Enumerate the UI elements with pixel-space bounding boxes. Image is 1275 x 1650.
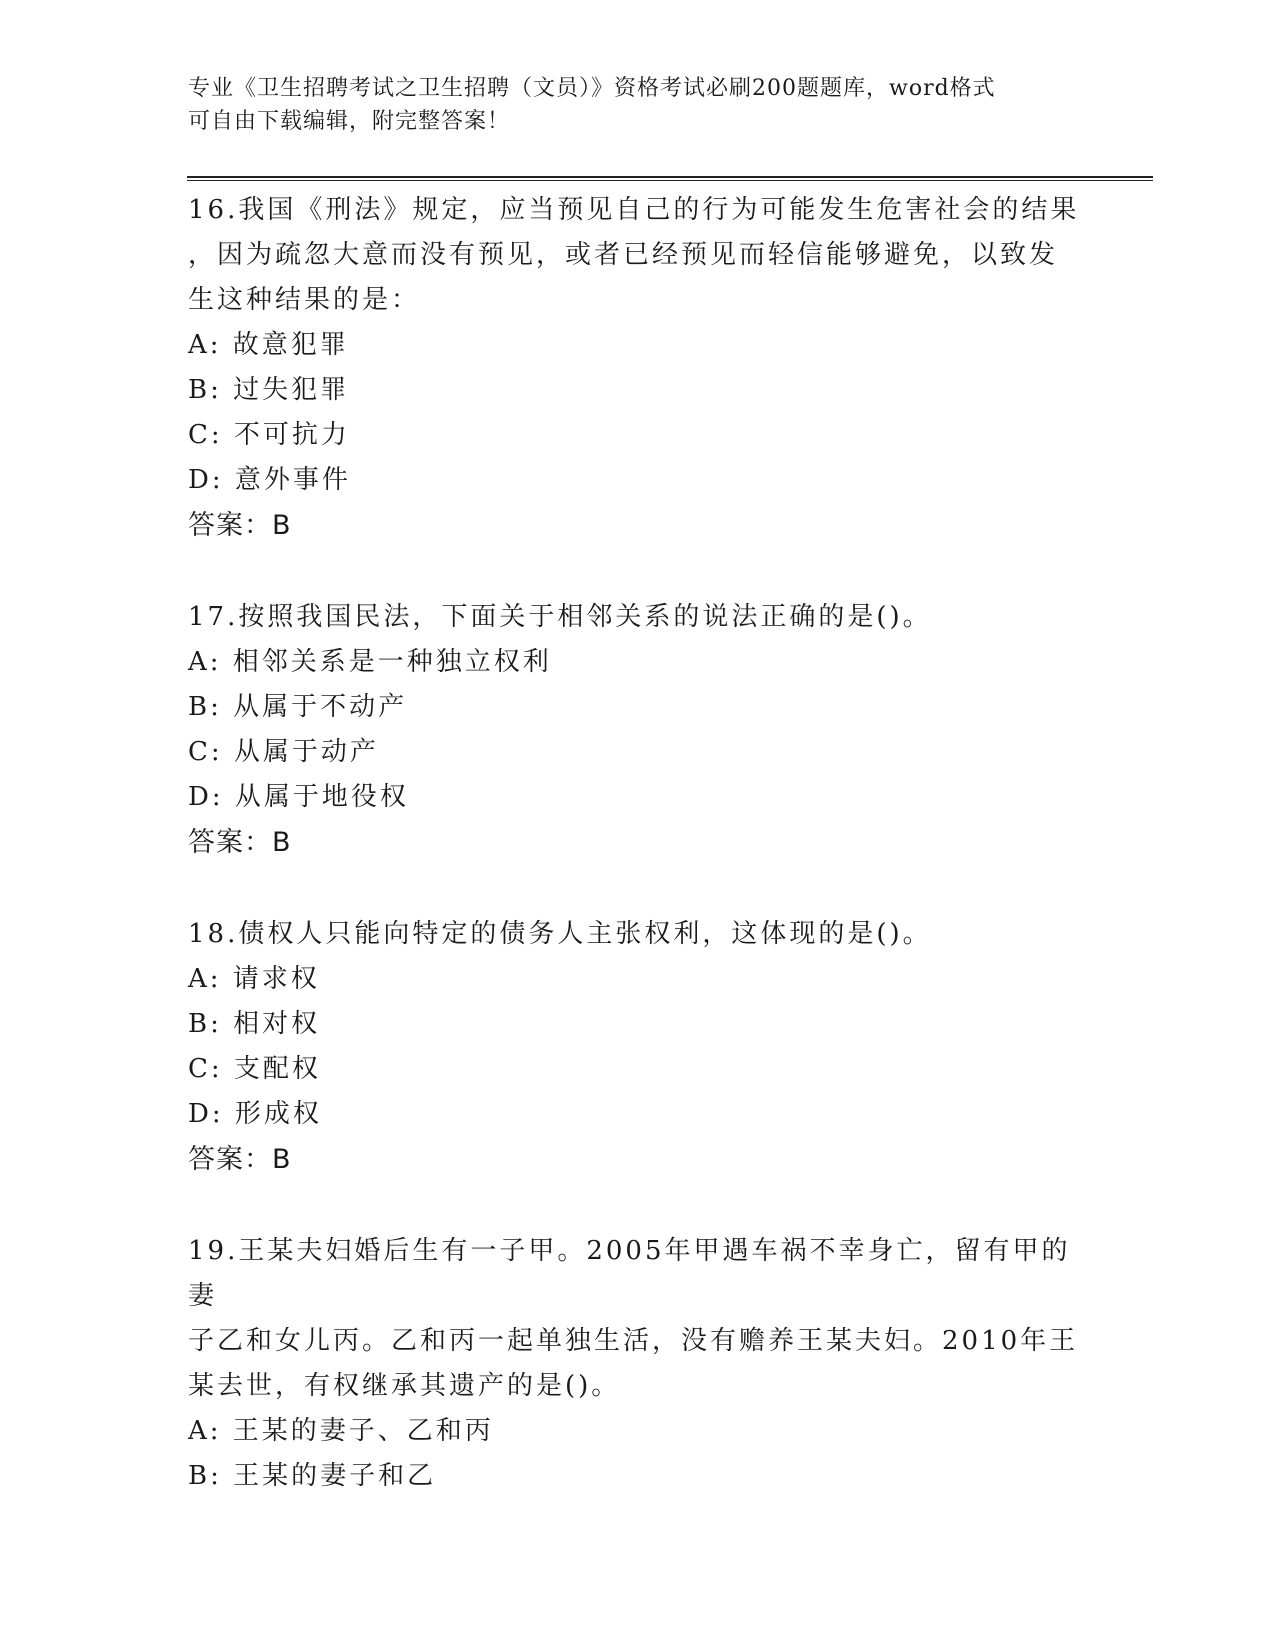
question-text-line: 某去世，有权继承其遗产的是()。 <box>188 1371 621 1401</box>
question-16 <box>188 188 1088 548</box>
option-c: C: 不可抗力 <box>188 420 350 450</box>
question-text-line: 生这种结果的是： <box>188 285 421 315</box>
option-a: A: 相邻关系是一种独立权利 <box>188 647 552 677</box>
question-list <box>188 188 1088 1499</box>
header-line-2: 可自由下载编辑，附完整答案！ <box>188 109 511 134</box>
option-c: C: 支配权 <box>188 1054 321 1084</box>
option-d: D: 从属于地役权 <box>188 782 409 812</box>
page-header <box>188 72 1068 138</box>
option-a: A: 请求权 <box>188 964 320 994</box>
option-b: B: 相对权 <box>188 1009 321 1039</box>
header-rule <box>187 176 1153 181</box>
question-text-line: ，因为疏忽大意而没有预见，或者已经预见而轻信能够避免，以致发 <box>188 240 1059 270</box>
question-spacer <box>188 1182 1088 1229</box>
option-a: A: 王某的妻子、乙和丙 <box>188 1416 494 1446</box>
question-spacer <box>188 865 1088 912</box>
option-b: B: 王某的妻子和乙 <box>188 1461 437 1491</box>
option-a: A: 故意犯罪 <box>188 330 349 360</box>
question-spacer <box>188 548 1088 595</box>
option-d: D: 意外事件 <box>188 465 351 495</box>
answer-text: 答案：B <box>188 510 292 541</box>
answer-text: 答案：B <box>188 1144 292 1175</box>
question-19 <box>188 1229 1088 1499</box>
option-b: B: 过失犯罪 <box>188 375 350 405</box>
question-18 <box>188 912 1088 1182</box>
question-17 <box>188 595 1088 865</box>
header-line-1: 专业《卫生招聘考试之卫生招聘（文员）》资格考试必刷200题题库，word格式 <box>188 76 996 101</box>
question-text-line: 子乙和女儿丙。乙和丙一起单独生活，没有赡养王某夫妇。2010年王 <box>188 1326 1079 1356</box>
question-text-line: 19.王某夫妇婚后生有一子甲。2005年甲遇车祸不幸身亡，留有甲的妻 <box>188 1236 1071 1311</box>
question-text-line: 18.债权人只能向特定的债务人主张权利，这体现的是()。 <box>188 919 932 949</box>
question-text-line: 17.按照我国民法，下面关于相邻关系的说法正确的是()。 <box>188 602 932 632</box>
question-text-line: 16.我国《刑法》规定，应当预见自己的行为可能发生危害社会的结果 <box>188 195 1080 225</box>
answer-text: 答案：B <box>188 827 292 858</box>
option-d: D: 形成权 <box>188 1099 322 1129</box>
option-b: B: 从属于不动产 <box>188 692 408 722</box>
option-c: C: 从属于动产 <box>188 737 379 767</box>
